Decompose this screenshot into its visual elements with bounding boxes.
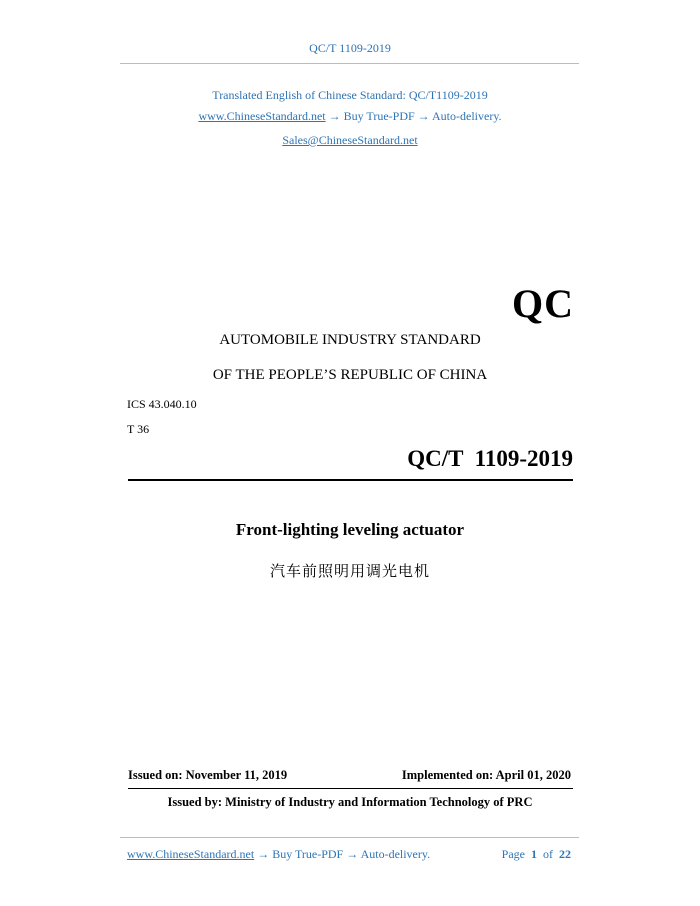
- footer-site-link[interactable]: www.ChineseStandard.net: [127, 847, 255, 861]
- header-divider: [120, 63, 579, 64]
- page-current: 1: [531, 847, 537, 861]
- footer-purchase-notice: [127, 847, 430, 862]
- footer-purchase-text: → Buy True-PDF → Auto-delivery.: [254, 847, 431, 861]
- footer-divider: [120, 837, 579, 838]
- page-total: 22: [559, 847, 571, 861]
- standard-number: QC/T 1109-2019: [407, 446, 573, 471]
- title-chinese: 汽车前照明用调光电机: [269, 562, 430, 580]
- page-of: of: [543, 847, 553, 861]
- standard-number-divider: [128, 479, 573, 481]
- org-name-line1: AUTOMOBILE INDUSTRY STANDARD: [219, 332, 481, 348]
- email-link[interactable]: Sales@ChineseStandard.net: [282, 133, 418, 147]
- email-line: [0, 133, 700, 148]
- translation-notice: Translated English of Chinese Standard: QC/T1109-2019: [212, 88, 488, 102]
- purchase-notice-text: → Buy True-PDF → Auto-delivery.: [325, 109, 502, 123]
- site-link[interactable]: www.ChineseStandard.net: [198, 109, 326, 123]
- qc-logo: QC: [512, 281, 574, 326]
- org-name-line2: OF THE PEOPLE’S REPUBLIC OF CHINA: [212, 367, 488, 383]
- ics-code: ICS 43.040.10: [127, 397, 197, 411]
- purchase-notice: [0, 109, 700, 124]
- issue-divider: [128, 788, 573, 789]
- classification-code: T 36: [127, 422, 150, 436]
- title-english: Front-lighting leveling actuator: [235, 520, 465, 539]
- implemented-on-date: Implemented on: April 01, 2020: [401, 768, 571, 782]
- page-indicator: [502, 847, 571, 862]
- page-label: Page: [501, 847, 525, 861]
- issued-on-date: Issued on: November 11, 2019: [128, 768, 288, 782]
- running-header: QC/T 1109-2019: [309, 41, 391, 55]
- issued-by: Issued by: Ministry of Industry and Information Technology of PRC: [167, 795, 533, 809]
